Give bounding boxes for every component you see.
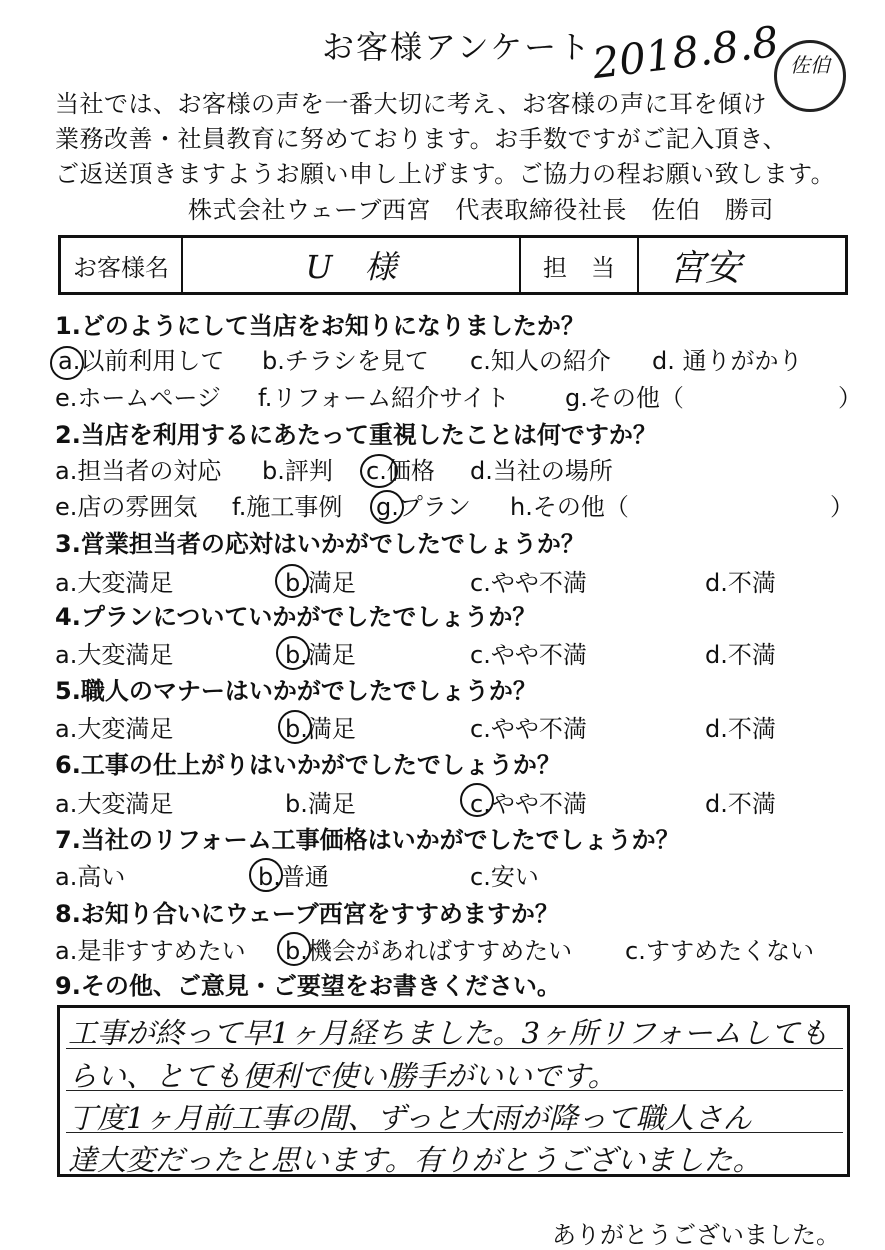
selection-circle bbox=[50, 346, 84, 380]
q3-option-d[interactable]: d.不満 bbox=[705, 569, 776, 597]
selection-circle bbox=[249, 858, 283, 892]
question-4: 4.プランについていかがでしたでしょうか？ bbox=[55, 603, 537, 631]
q1-option-g[interactable]: g.その他（ bbox=[565, 384, 684, 412]
q1-paren-close: ） bbox=[838, 384, 862, 412]
comment-line-1: 工事が終って早1ヶ月経ちました。3ヶ所リフォームしても bbox=[68, 1016, 829, 1050]
q3-option-b[interactable]: b.満足 bbox=[285, 569, 356, 597]
q7-option-a[interactable]: a.高い bbox=[55, 863, 126, 891]
q4-option-c[interactable]: c.やや不満 bbox=[470, 641, 587, 669]
q2-option-a[interactable]: a.担当者の対応 bbox=[55, 457, 222, 485]
q6-option-d[interactable]: d.不満 bbox=[705, 790, 776, 818]
comment-line-2: らい、とても便利で使い勝手がいいです。 bbox=[68, 1059, 617, 1093]
intro-line-3: ご返送頂きますようお願い申し上げます。ご協力の程お願い致します。 bbox=[55, 160, 836, 188]
q4-option-d[interactable]: d.不満 bbox=[705, 641, 776, 669]
q4-option-a[interactable]: a.大変満足 bbox=[55, 641, 174, 669]
q1-option-c[interactable]: c.知人の紹介 bbox=[470, 347, 611, 375]
comment-line-4: 達大変だったと思います。有りがとうございました。 bbox=[68, 1143, 762, 1177]
q7-option-b[interactable]: b.普通 bbox=[258, 863, 329, 891]
q8-option-b[interactable]: b.機会があればすすめたい bbox=[285, 937, 573, 965]
selection-circle bbox=[360, 454, 398, 488]
question-2: 2.当店を利用するにあたって重視したことは何ですか？ bbox=[55, 421, 657, 449]
selection-circle bbox=[278, 710, 312, 744]
intro-line-1: 当社では、お客様の声を一番大切に考え、お客様の声に耳を傾け bbox=[55, 90, 767, 118]
selection-circle bbox=[460, 783, 494, 817]
comment-line-3: 丁度1ヶ月前工事の間、ずっと大雨が降って職人さん bbox=[68, 1101, 752, 1135]
q2-option-e[interactable]: e.店の雰囲気 bbox=[55, 493, 198, 521]
q6-option-c[interactable]: c.やや不満 bbox=[470, 790, 587, 818]
q2-option-b[interactable]: b.評判 bbox=[262, 457, 333, 485]
question-8: 8.お知り合いにウェーブ西宮をすすめますか？ bbox=[55, 900, 559, 928]
q4-option-b[interactable]: b.満足 bbox=[285, 641, 356, 669]
question-5: 5.職人のマナーはいかがでしたでしょうか？ bbox=[55, 677, 537, 705]
name-seal: 佐伯 bbox=[774, 40, 846, 112]
question-7: 7.当社のリフォーム工事価格はいかがでしたでしょうか？ bbox=[55, 826, 680, 854]
q2-paren-close: ） bbox=[830, 493, 854, 521]
staff-name[interactable]: 宮安 bbox=[669, 247, 742, 289]
q1-option-b[interactable]: b.チラシを見て bbox=[262, 347, 429, 375]
question-3: 3.営業担当者の応対はいかがでしたでしょうか？ bbox=[55, 530, 585, 558]
intro-line-2: 業務改善・社員教育に努めております。お手数ですがご記入頂き、 bbox=[55, 125, 788, 153]
handwritten-date: 2018.8.8 bbox=[589, 16, 782, 89]
q1-option-d[interactable]: d. 通りがかり bbox=[652, 347, 803, 375]
q5-option-a[interactable]: a.大変満足 bbox=[55, 715, 174, 743]
q8-option-a[interactable]: a.是非すすめたい bbox=[55, 937, 246, 965]
question-6: 6.工事の仕上がりはいかがでしたでしょうか？ bbox=[55, 751, 561, 779]
company-signature: 株式会社ウェーブ西宮 代表取締役社長 佐伯 勝司 bbox=[188, 196, 774, 224]
customer-label: お客様名 bbox=[61, 238, 183, 292]
customer-info-table bbox=[58, 235, 848, 295]
customer-name[interactable]: U 様 bbox=[183, 238, 521, 292]
staff-label: 担 当 bbox=[521, 238, 639, 292]
q8-option-c[interactable]: c.すすめたくない bbox=[625, 937, 815, 965]
selection-circle bbox=[275, 564, 309, 598]
q1-option-a[interactable]: a.以前利用して bbox=[58, 347, 225, 375]
q5-option-b[interactable]: b.満足 bbox=[285, 715, 356, 743]
q5-option-d[interactable]: d.不満 bbox=[705, 715, 776, 743]
selection-circle bbox=[277, 932, 311, 966]
q6-option-a[interactable]: a.大変満足 bbox=[55, 790, 174, 818]
q3-option-a[interactable]: a.大変満足 bbox=[55, 569, 174, 597]
survey-title: お客様アンケート bbox=[322, 28, 593, 66]
q2-option-h[interactable]: h.その他（ bbox=[510, 493, 629, 521]
q2-option-d[interactable]: d.当社の場所 bbox=[470, 457, 613, 485]
question-9: 9.その他、ご意見・ご要望をお書きください。 bbox=[55, 972, 561, 1000]
selection-circle bbox=[370, 490, 404, 524]
q2-option-f[interactable]: f.施工事例 bbox=[232, 493, 343, 521]
closing-thanks: ありがとうございました。 bbox=[552, 1221, 840, 1249]
comment-box[interactable] bbox=[57, 1005, 850, 1177]
q1-option-e[interactable]: e.ホームページ bbox=[55, 384, 221, 412]
q2-option-g[interactable]: g.プラン bbox=[376, 493, 471, 521]
q3-option-c[interactable]: c.やや不満 bbox=[470, 569, 587, 597]
q6-option-b[interactable]: b.満足 bbox=[285, 790, 356, 818]
selection-circle bbox=[276, 636, 310, 670]
q7-option-c[interactable]: c.安い bbox=[470, 863, 539, 891]
question-1: 1.どのようにして当店をお知りになりましたか？ bbox=[55, 312, 585, 340]
q5-option-c[interactable]: c.やや不満 bbox=[470, 715, 587, 743]
q2-option-c[interactable]: c.価格 bbox=[366, 457, 435, 485]
q1-option-f[interactable]: f.リフォーム紹介サイト bbox=[258, 384, 510, 412]
